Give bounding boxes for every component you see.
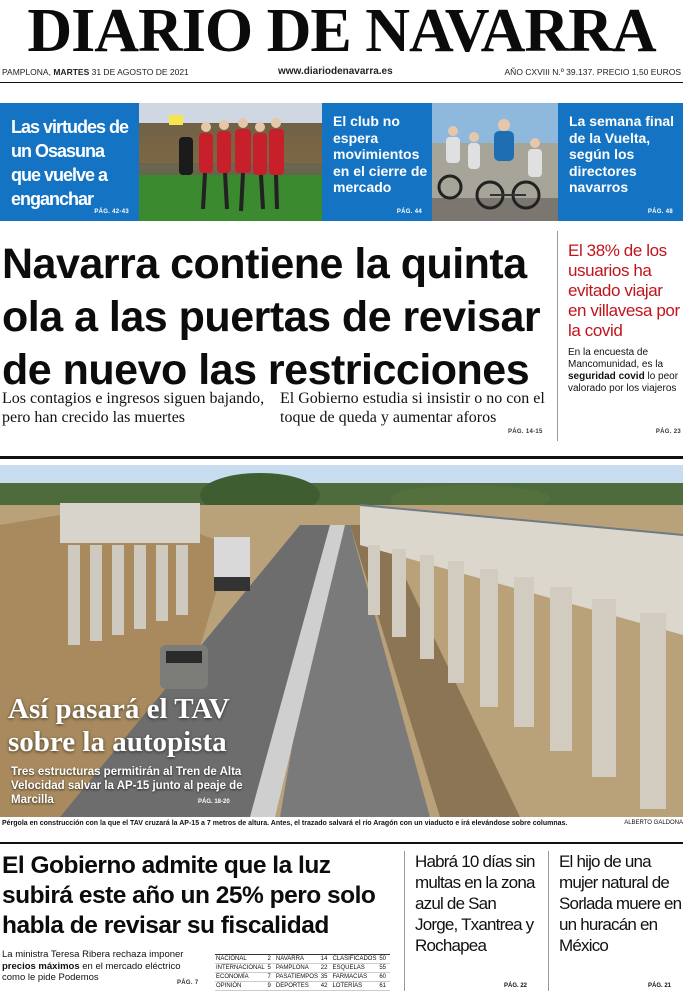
promo-osasuna-title: Las virtudes de un Osasuna que vuelve a enganchar bbox=[11, 117, 129, 209]
index-row bbox=[215, 955, 390, 964]
dateline-weekday: MARTES bbox=[53, 67, 90, 77]
promo-strip bbox=[0, 103, 683, 221]
index-section-label[interactable]: NAVARRA bbox=[275, 955, 320, 964]
index-section-page: 61 bbox=[378, 982, 390, 991]
bottom-col-huracan[interactable] bbox=[548, 851, 683, 991]
index-section-page: 50 bbox=[378, 955, 390, 964]
promo-club-page: PÁG. 44 bbox=[396, 209, 422, 215]
promo-osasuna-page: PÁG. 42-43 bbox=[94, 209, 129, 215]
masthead-title[interactable]: DIARIO DE NAVARRA bbox=[27, 0, 656, 65]
sidebar-headline: El 38% de los usuarios ha evitado viajar en villavesa por la covid bbox=[568, 241, 680, 340]
index-section-label[interactable]: LOTERÍAS bbox=[331, 982, 378, 991]
promo-osasuna[interactable] bbox=[0, 103, 139, 221]
index-row bbox=[215, 964, 390, 973]
index-section-page: 42 bbox=[320, 982, 332, 991]
bottom-lead-bold: precios máximos bbox=[2, 960, 80, 972]
bottom-lead-post: en el mercado eléctrico como le pide Podemos bbox=[2, 960, 181, 983]
index-section-page: 14 bbox=[320, 955, 332, 964]
sidebar-body bbox=[568, 347, 683, 395]
bottom-lead-pre: La ministra Teresa Ribera rechaza imponer bbox=[2, 949, 184, 960]
photo-title-line1: Así pasará el TAV bbox=[8, 693, 230, 725]
index-section-page: 9 bbox=[266, 982, 274, 991]
lead-subheadline-left: Los contagios e ingresos siguen bajando, pero han crecido las muertes bbox=[2, 390, 265, 426]
main-photo[interactable] bbox=[0, 465, 683, 817]
index-section-label[interactable]: FARMACIAS bbox=[331, 973, 378, 982]
sidebar-page: PÁG. 23 bbox=[655, 429, 681, 435]
sidebar-body-bold: seguridad covid bbox=[568, 371, 645, 382]
index-section-label[interactable]: OPINIÓN bbox=[215, 982, 266, 991]
bottom-col-huracan-headline: El hijo de una mujer natural de Sorlada muere en un huracán en México bbox=[559, 852, 682, 955]
bottom-lead-body bbox=[2, 949, 202, 984]
bottom-lead-page: PÁG. 7 bbox=[177, 980, 199, 986]
photo-title bbox=[8, 693, 230, 759]
promo-osasuna-photo[interactable] bbox=[139, 103, 322, 221]
promo-vuelta-photo[interactable] bbox=[432, 103, 558, 221]
photo-subtitle: Tres estructuras permitirán al Tren de Alta Velocidad salvar la AP-15 junto al peaje de Marcilla bbox=[11, 766, 243, 806]
dateline bbox=[0, 65, 683, 79]
index-section-label[interactable]: DEPORTES bbox=[275, 982, 320, 991]
index-section-page: 2 bbox=[266, 955, 274, 964]
promo-club-mercado[interactable] bbox=[322, 103, 432, 221]
masthead-divider bbox=[0, 82, 683, 83]
photo-page: PÁG. 18-20 bbox=[198, 799, 230, 805]
dateline-day: 31 DE AGOSTO DE 2021 bbox=[91, 67, 189, 77]
lead-subheadline-right: El Gobierno estudia si insistir o no con el toque de queda y aumentar aforos bbox=[280, 390, 545, 426]
index-section-page: 35 bbox=[320, 973, 332, 982]
index-section-label[interactable]: PAMPLONA bbox=[275, 964, 320, 973]
index-row bbox=[215, 982, 390, 991]
index-section-page: 5 bbox=[266, 964, 274, 973]
website-link[interactable]: www.diariodenavarra.es bbox=[278, 66, 393, 77]
photo-caption bbox=[2, 819, 683, 828]
photo-caption-text: Pérgola en construcción con la que el TAV cruzará la AP-15 a 7 metros de altura. Antes, el trazado salvará el río Aragón con un viaducto e irá elevándose sobre columnas. bbox=[2, 820, 568, 827]
index-section-label[interactable]: PASATIEMPOS bbox=[275, 974, 318, 980]
index-section-label[interactable]: NACIONAL bbox=[215, 955, 266, 964]
bottom-lead-headline[interactable]: El Gobierno admite que la luz subirá este año un 25% pero solo habla de revisar su fiscalidad bbox=[2, 852, 376, 939]
promo-vuelta[interactable] bbox=[558, 103, 683, 221]
index-section-label[interactable]: ESQUELAS bbox=[331, 964, 378, 973]
dateline-city: PAMPLONA, bbox=[2, 67, 51, 77]
index-section-page: 60 bbox=[378, 973, 390, 982]
index-section-page: 22 bbox=[320, 964, 332, 973]
section-divider bbox=[0, 456, 683, 459]
football-players-image bbox=[139, 103, 322, 221]
index-section-label[interactable]: CLASIFICADOS bbox=[332, 956, 377, 962]
section-index bbox=[215, 954, 390, 991]
index-row bbox=[215, 973, 390, 982]
dateline-date bbox=[2, 65, 189, 79]
promo-club-title: El club no espera movimientos en el cierre de mercado bbox=[333, 113, 428, 195]
cyclists-image bbox=[432, 103, 558, 221]
index-section-page: 55 bbox=[378, 964, 390, 973]
sidebar-article[interactable] bbox=[557, 231, 683, 441]
issue-info: AÑO CXVIII N.º 39.137. PRECIO 1,50 EUROS bbox=[504, 67, 681, 77]
promo-vuelta-page: PÁG. 48 bbox=[647, 209, 673, 215]
bottom-col-huracan-page: PÁG. 21 bbox=[647, 983, 671, 989]
index-section-label[interactable]: INTERNACIONAL bbox=[216, 965, 265, 971]
photo-credit: ALBERTO GALDONA bbox=[624, 820, 683, 826]
sidebar-body-post: lo peor valorado por los viajeros bbox=[568, 371, 679, 394]
photo-title-line2: sobre la autopista bbox=[8, 726, 227, 758]
index-section-page: 7 bbox=[266, 973, 274, 982]
bottom-col-zona-azul[interactable] bbox=[404, 851, 539, 991]
bottom-col-zona-azul-page: PÁG. 22 bbox=[503, 983, 527, 989]
lead-page: PÁG. 14-15 bbox=[508, 429, 543, 435]
promo-vuelta-title: La semana final de la Vuelta, según los directores navarros bbox=[569, 113, 675, 195]
lead-headline[interactable]: Navarra contiene la quinta ola a las puertas de revisar de nuevo las restricciones bbox=[2, 240, 541, 394]
index-table bbox=[215, 955, 390, 991]
bottom-col-zona-azul-headline: Habrá 10 días sin multas en la zona azul de San Jorge, Txantrea y Rochapea bbox=[415, 852, 535, 955]
bottom-divider bbox=[0, 842, 683, 844]
index-section-label[interactable]: ECONOMÍA bbox=[215, 973, 266, 982]
sidebar-body-pre: En la encuesta de Mancomunidad, es la bbox=[568, 347, 664, 370]
